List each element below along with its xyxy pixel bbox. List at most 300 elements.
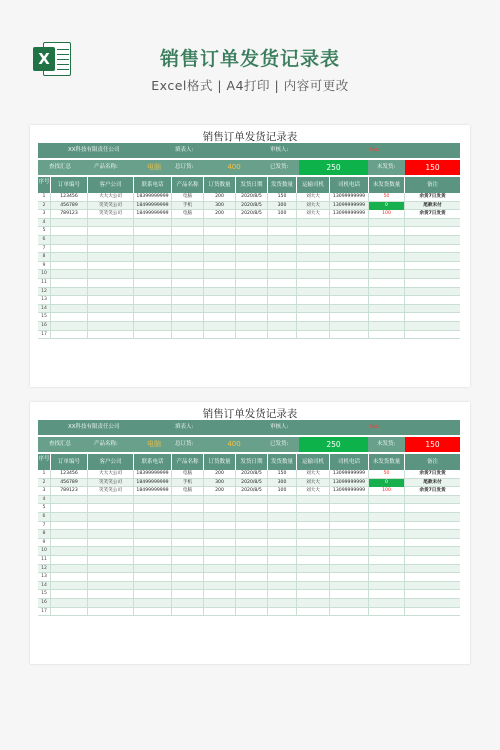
table-cell[interactable] bbox=[296, 504, 329, 513]
table-cell[interactable] bbox=[267, 539, 296, 548]
table-cell[interactable]: 200 bbox=[203, 470, 235, 479]
table-cell[interactable] bbox=[296, 599, 329, 608]
table-cell[interactable] bbox=[87, 313, 133, 322]
table-cell[interactable] bbox=[133, 547, 171, 556]
table-cell[interactable]: 笑笑笑公司 bbox=[87, 487, 133, 496]
table-cell[interactable] bbox=[203, 262, 235, 271]
table-cell[interactable] bbox=[87, 219, 133, 228]
table-cell[interactable] bbox=[171, 313, 203, 322]
table-cell[interactable] bbox=[296, 522, 329, 531]
table-cell[interactable] bbox=[329, 253, 368, 262]
table-cell[interactable] bbox=[368, 279, 404, 288]
table-cell[interactable] bbox=[404, 565, 460, 574]
table-cell[interactable] bbox=[133, 331, 171, 340]
table-cell[interactable] bbox=[368, 322, 404, 331]
table-cell[interactable] bbox=[50, 219, 87, 228]
table-cell[interactable] bbox=[329, 296, 368, 305]
table-cell[interactable] bbox=[329, 262, 368, 271]
table-cell[interactable]: 刘大大 bbox=[296, 210, 329, 219]
table-cell[interactable] bbox=[404, 582, 460, 591]
table-cell[interactable] bbox=[368, 522, 404, 531]
table-cell[interactable] bbox=[235, 547, 267, 556]
table-row[interactable] bbox=[38, 270, 460, 279]
table-row[interactable] bbox=[38, 210, 460, 219]
table-row[interactable] bbox=[38, 556, 460, 565]
table-cell[interactable] bbox=[171, 582, 203, 591]
table-cell[interactable]: 150 bbox=[267, 193, 296, 202]
table-cell[interactable] bbox=[368, 530, 404, 539]
product-value[interactable]: 电脑 bbox=[147, 440, 161, 448]
table-cell[interactable] bbox=[267, 219, 296, 228]
table-cell[interactable] bbox=[404, 513, 460, 522]
table-cell[interactable] bbox=[203, 296, 235, 305]
table-cell[interactable] bbox=[368, 245, 404, 254]
table-cell[interactable]: 100 bbox=[267, 210, 296, 219]
table-cell[interactable]: 2020/8/5 bbox=[235, 470, 267, 479]
table-cell[interactable] bbox=[87, 582, 133, 591]
table-cell[interactable]: 300 bbox=[267, 202, 296, 211]
table-cell[interactable] bbox=[133, 565, 171, 574]
table-cell[interactable] bbox=[267, 262, 296, 271]
table-cell[interactable] bbox=[404, 539, 460, 548]
table-cell[interactable] bbox=[133, 573, 171, 582]
table-cell[interactable] bbox=[267, 227, 296, 236]
table-cell[interactable] bbox=[133, 296, 171, 305]
table-cell[interactable]: 刘大大 bbox=[296, 479, 329, 488]
table-cell[interactable]: 300 bbox=[267, 479, 296, 488]
table-cell[interactable] bbox=[329, 573, 368, 582]
table-cell[interactable]: 18499999999 bbox=[133, 210, 171, 219]
table-cell[interactable] bbox=[171, 573, 203, 582]
table-cell[interactable] bbox=[203, 270, 235, 279]
table-cell[interactable]: 300 bbox=[203, 479, 235, 488]
table-cell[interactable] bbox=[133, 496, 171, 505]
table-row[interactable] bbox=[38, 599, 460, 608]
table-cell[interactable]: 200 bbox=[203, 210, 235, 219]
table-cell[interactable] bbox=[87, 565, 133, 574]
table-cell[interactable]: 456789 bbox=[50, 202, 87, 211]
table-cell[interactable] bbox=[235, 270, 267, 279]
table-cell[interactable] bbox=[235, 262, 267, 271]
table-cell[interactable] bbox=[50, 590, 87, 599]
table-cell[interactable] bbox=[171, 245, 203, 254]
table-cell[interactable] bbox=[235, 331, 267, 340]
table-cell[interactable] bbox=[50, 279, 87, 288]
table-row[interactable] bbox=[38, 470, 460, 479]
table-cell[interactable] bbox=[296, 245, 329, 254]
table-cell[interactable] bbox=[368, 496, 404, 505]
table-cell[interactable] bbox=[235, 573, 267, 582]
table-cell[interactable] bbox=[235, 590, 267, 599]
table-cell[interactable] bbox=[171, 608, 203, 617]
table-cell[interactable] bbox=[368, 270, 404, 279]
table-cell[interactable] bbox=[87, 590, 133, 599]
table-cell[interactable] bbox=[368, 227, 404, 236]
table-cell[interactable]: 电脑 bbox=[171, 470, 203, 479]
table-cell[interactable] bbox=[87, 513, 133, 522]
table-cell[interactable] bbox=[50, 599, 87, 608]
table-cell[interactable] bbox=[404, 313, 460, 322]
table-row[interactable] bbox=[38, 479, 460, 488]
table-cell[interactable]: 2020/8/5 bbox=[235, 202, 267, 211]
table-cell[interactable] bbox=[267, 313, 296, 322]
table-cell[interactable] bbox=[404, 331, 460, 340]
table-cell[interactable] bbox=[368, 288, 404, 297]
table-cell[interactable] bbox=[368, 313, 404, 322]
table-cell[interactable] bbox=[329, 331, 368, 340]
table-cell[interactable] bbox=[296, 322, 329, 331]
table-cell[interactable] bbox=[171, 539, 203, 548]
table-cell[interactable] bbox=[368, 253, 404, 262]
table-cell[interactable] bbox=[235, 522, 267, 531]
table-row[interactable] bbox=[38, 288, 460, 297]
table-cell[interactable] bbox=[50, 608, 87, 617]
table-cell[interactable] bbox=[87, 236, 133, 245]
table-cell[interactable] bbox=[404, 262, 460, 271]
table-cell[interactable] bbox=[329, 504, 368, 513]
table-row[interactable] bbox=[38, 296, 460, 305]
table-cell[interactable] bbox=[267, 270, 296, 279]
table-cell[interactable]: 13099999999 bbox=[329, 479, 368, 488]
table-cell[interactable] bbox=[133, 270, 171, 279]
table-row[interactable] bbox=[38, 279, 460, 288]
table-cell[interactable] bbox=[235, 305, 267, 314]
table-cell[interactable] bbox=[171, 262, 203, 271]
table-cell[interactable] bbox=[133, 262, 171, 271]
table-cell[interactable] bbox=[203, 245, 235, 254]
table-cell[interactable] bbox=[133, 556, 171, 565]
table-cell[interactable]: 手机 bbox=[171, 202, 203, 211]
table-cell[interactable] bbox=[50, 539, 87, 548]
table-cell[interactable] bbox=[368, 573, 404, 582]
table-cell[interactable] bbox=[235, 556, 267, 565]
table-cell[interactable] bbox=[296, 608, 329, 617]
table-cell[interactable] bbox=[87, 530, 133, 539]
table-cell[interactable]: 笑笑笑公司 bbox=[87, 202, 133, 211]
table-cell[interactable] bbox=[235, 227, 267, 236]
table-cell[interactable]: 2020/8/5 bbox=[235, 193, 267, 202]
table-cell[interactable] bbox=[87, 288, 133, 297]
table-cell[interactable] bbox=[329, 227, 368, 236]
table-cell[interactable] bbox=[50, 556, 87, 565]
table-cell[interactable] bbox=[203, 331, 235, 340]
table-cell[interactable] bbox=[267, 556, 296, 565]
table-cell[interactable] bbox=[87, 279, 133, 288]
table-row[interactable] bbox=[38, 193, 460, 202]
table-cell[interactable] bbox=[368, 539, 404, 548]
table-row[interactable] bbox=[38, 305, 460, 314]
table-cell[interactable] bbox=[203, 522, 235, 531]
table-cell[interactable] bbox=[404, 590, 460, 599]
table-row[interactable] bbox=[38, 573, 460, 582]
table-cell[interactable] bbox=[203, 547, 235, 556]
table-cell[interactable] bbox=[171, 236, 203, 245]
table-cell[interactable] bbox=[267, 504, 296, 513]
table-row[interactable] bbox=[38, 547, 460, 556]
table-cell[interactable] bbox=[329, 530, 368, 539]
table-cell[interactable] bbox=[296, 288, 329, 297]
table-cell[interactable] bbox=[87, 496, 133, 505]
table-cell[interactable] bbox=[368, 582, 404, 591]
table-row[interactable] bbox=[38, 245, 460, 254]
table-cell[interactable] bbox=[203, 513, 235, 522]
table-cell[interactable] bbox=[171, 556, 203, 565]
table-cell[interactable] bbox=[267, 599, 296, 608]
table-cell[interactable] bbox=[50, 253, 87, 262]
table-cell[interactable] bbox=[235, 582, 267, 591]
table-cell[interactable] bbox=[87, 322, 133, 331]
table-cell[interactable] bbox=[267, 590, 296, 599]
table-row[interactable] bbox=[38, 565, 460, 574]
table-cell[interactable] bbox=[235, 253, 267, 262]
table-cell[interactable] bbox=[50, 582, 87, 591]
table-cell[interactable]: 刘大大 bbox=[296, 202, 329, 211]
table-cell[interactable] bbox=[267, 305, 296, 314]
table-cell[interactable] bbox=[296, 590, 329, 599]
table-cell[interactable]: 18499999999 bbox=[133, 202, 171, 211]
table-cell[interactable] bbox=[87, 608, 133, 617]
table-cell[interactable]: 电脑 bbox=[171, 487, 203, 496]
table-cell[interactable] bbox=[404, 270, 460, 279]
table-cell[interactable]: 13099999999 bbox=[329, 210, 368, 219]
table-cell[interactable] bbox=[171, 227, 203, 236]
table-cell[interactable] bbox=[50, 288, 87, 297]
table-cell[interactable]: 789123 bbox=[50, 487, 87, 496]
table-cell[interactable] bbox=[404, 522, 460, 531]
table-cell[interactable] bbox=[133, 513, 171, 522]
table-cell[interactable] bbox=[404, 504, 460, 513]
table-row[interactable] bbox=[38, 202, 460, 211]
table-cell[interactable] bbox=[235, 288, 267, 297]
table-cell[interactable] bbox=[133, 590, 171, 599]
table-cell[interactable]: 刘大大 bbox=[296, 193, 329, 202]
table-cell[interactable] bbox=[329, 279, 368, 288]
table-cell[interactable] bbox=[87, 227, 133, 236]
table-cell[interactable] bbox=[404, 496, 460, 505]
table-cell[interactable] bbox=[368, 608, 404, 617]
table-cell[interactable] bbox=[267, 279, 296, 288]
table-cell[interactable] bbox=[133, 608, 171, 617]
table-cell[interactable]: 13099999999 bbox=[329, 202, 368, 211]
table-cell[interactable] bbox=[235, 504, 267, 513]
table-cell[interactable] bbox=[203, 556, 235, 565]
table-cell[interactable] bbox=[171, 599, 203, 608]
table-cell[interactable] bbox=[368, 565, 404, 574]
table-cell[interactable] bbox=[50, 262, 87, 271]
table-cell[interactable] bbox=[235, 530, 267, 539]
table-cell[interactable] bbox=[404, 556, 460, 565]
table-row[interactable] bbox=[38, 530, 460, 539]
table-row[interactable] bbox=[38, 608, 460, 617]
table-cell[interactable] bbox=[267, 522, 296, 531]
table-row[interactable] bbox=[38, 313, 460, 322]
table-cell[interactable]: 13099999999 bbox=[329, 487, 368, 496]
table-cell[interactable] bbox=[203, 599, 235, 608]
table-cell[interactable] bbox=[133, 245, 171, 254]
table-cell[interactable] bbox=[296, 262, 329, 271]
table-cell[interactable] bbox=[404, 296, 460, 305]
table-cell[interactable]: 大大大公司 bbox=[87, 193, 133, 202]
table-cell[interactable] bbox=[171, 270, 203, 279]
table-cell[interactable] bbox=[235, 279, 267, 288]
table-cell[interactable] bbox=[368, 513, 404, 522]
table-cell[interactable] bbox=[267, 513, 296, 522]
table-cell[interactable] bbox=[171, 513, 203, 522]
table-cell[interactable] bbox=[267, 496, 296, 505]
table-cell[interactable]: 50 bbox=[368, 470, 404, 479]
table-cell[interactable] bbox=[203, 322, 235, 331]
table-cell[interactable] bbox=[267, 245, 296, 254]
table-cell[interactable] bbox=[404, 245, 460, 254]
table-cell[interactable] bbox=[171, 496, 203, 505]
table-cell[interactable] bbox=[296, 279, 329, 288]
table-cell[interactable] bbox=[50, 296, 87, 305]
table-cell[interactable] bbox=[404, 288, 460, 297]
table-cell[interactable] bbox=[404, 227, 460, 236]
table-cell[interactable] bbox=[50, 236, 87, 245]
table-cell[interactable]: 0 bbox=[368, 479, 404, 488]
table-cell[interactable] bbox=[171, 504, 203, 513]
table-cell[interactable]: 余货7日发货 bbox=[404, 487, 460, 496]
table-cell[interactable] bbox=[87, 253, 133, 262]
table-cell[interactable] bbox=[329, 496, 368, 505]
table-cell[interactable]: 100 bbox=[267, 487, 296, 496]
table-cell[interactable] bbox=[87, 296, 133, 305]
table-cell[interactable] bbox=[87, 305, 133, 314]
table-cell[interactable] bbox=[203, 530, 235, 539]
table-cell[interactable] bbox=[87, 270, 133, 279]
table-cell[interactable] bbox=[329, 582, 368, 591]
table-cell[interactable] bbox=[329, 513, 368, 522]
table-cell[interactable] bbox=[329, 547, 368, 556]
table-cell[interactable]: 2020/8/5 bbox=[235, 210, 267, 219]
table-row[interactable] bbox=[38, 219, 460, 228]
table-cell[interactable] bbox=[267, 296, 296, 305]
table-cell[interactable] bbox=[329, 608, 368, 617]
table-cell[interactable] bbox=[133, 522, 171, 531]
table-cell[interactable] bbox=[203, 253, 235, 262]
table-row[interactable] bbox=[38, 496, 460, 505]
table-cell[interactable]: 18399999999 bbox=[133, 193, 171, 202]
table-cell[interactable] bbox=[203, 504, 235, 513]
table-cell[interactable]: 100 bbox=[368, 487, 404, 496]
table-cell[interactable] bbox=[133, 253, 171, 262]
table-cell[interactable] bbox=[329, 590, 368, 599]
table-cell[interactable] bbox=[296, 296, 329, 305]
table-cell[interactable] bbox=[171, 253, 203, 262]
table-cell[interactable] bbox=[87, 245, 133, 254]
table-cell[interactable]: 余货7日发货 bbox=[404, 210, 460, 219]
table-row[interactable] bbox=[38, 539, 460, 548]
table-cell[interactable] bbox=[235, 236, 267, 245]
table-cell[interactable] bbox=[404, 279, 460, 288]
table-cell[interactable]: 123456 bbox=[50, 470, 87, 479]
table-row[interactable] bbox=[38, 504, 460, 513]
table-cell[interactable] bbox=[203, 288, 235, 297]
table-cell[interactable]: 18499999999 bbox=[133, 479, 171, 488]
table-cell[interactable] bbox=[203, 227, 235, 236]
table-cell[interactable] bbox=[267, 573, 296, 582]
table-cell[interactable] bbox=[296, 547, 329, 556]
table-cell[interactable] bbox=[329, 313, 368, 322]
table-cell[interactable] bbox=[296, 331, 329, 340]
table-cell[interactable] bbox=[329, 270, 368, 279]
table-row[interactable] bbox=[38, 590, 460, 599]
table-cell[interactable] bbox=[50, 573, 87, 582]
table-cell[interactable]: 18399999999 bbox=[133, 470, 171, 479]
table-cell[interactable]: 18499999999 bbox=[133, 487, 171, 496]
table-cell[interactable] bbox=[296, 565, 329, 574]
table-cell[interactable] bbox=[368, 305, 404, 314]
table-row[interactable] bbox=[38, 227, 460, 236]
table-cell[interactable] bbox=[267, 582, 296, 591]
table-cell[interactable]: 0 bbox=[368, 202, 404, 211]
table-cell[interactable] bbox=[171, 331, 203, 340]
table-cell[interactable] bbox=[267, 236, 296, 245]
table-cell[interactable] bbox=[296, 582, 329, 591]
table-cell[interactable] bbox=[50, 322, 87, 331]
table-cell[interactable] bbox=[133, 279, 171, 288]
table-cell[interactable] bbox=[267, 608, 296, 617]
table-cell[interactable] bbox=[296, 513, 329, 522]
table-cell[interactable] bbox=[50, 245, 87, 254]
table-cell[interactable] bbox=[171, 279, 203, 288]
table-cell[interactable] bbox=[171, 522, 203, 531]
table-cell[interactable] bbox=[171, 219, 203, 228]
table-cell[interactable] bbox=[50, 331, 87, 340]
table-cell[interactable] bbox=[50, 504, 87, 513]
table-row[interactable] bbox=[38, 331, 460, 340]
table-cell[interactable] bbox=[203, 582, 235, 591]
table-cell[interactable] bbox=[296, 227, 329, 236]
table-cell[interactable]: 100 bbox=[368, 210, 404, 219]
table-cell[interactable] bbox=[203, 236, 235, 245]
table-cell[interactable] bbox=[296, 539, 329, 548]
table-cell[interactable] bbox=[235, 296, 267, 305]
table-cell[interactable] bbox=[133, 313, 171, 322]
table-cell[interactable]: 13099999999 bbox=[329, 193, 368, 202]
table-cell[interactable] bbox=[404, 322, 460, 331]
table-cell[interactable] bbox=[171, 547, 203, 556]
table-cell[interactable] bbox=[171, 322, 203, 331]
table-cell[interactable] bbox=[203, 219, 235, 228]
table-cell[interactable] bbox=[368, 296, 404, 305]
table-cell[interactable]: 200 bbox=[203, 193, 235, 202]
table-cell[interactable]: 刘大大 bbox=[296, 487, 329, 496]
table-cell[interactable] bbox=[87, 504, 133, 513]
table-cell[interactable]: 电脑 bbox=[171, 210, 203, 219]
table-cell[interactable] bbox=[203, 573, 235, 582]
table-cell[interactable] bbox=[267, 331, 296, 340]
table-cell[interactable] bbox=[50, 227, 87, 236]
table-cell[interactable] bbox=[171, 530, 203, 539]
table-cell[interactable] bbox=[50, 270, 87, 279]
table-cell[interactable] bbox=[329, 236, 368, 245]
table-cell[interactable] bbox=[50, 565, 87, 574]
table-cell[interactable] bbox=[171, 296, 203, 305]
table-cell[interactable] bbox=[235, 496, 267, 505]
table-cell[interactable]: 789123 bbox=[50, 210, 87, 219]
table-row[interactable] bbox=[38, 487, 460, 496]
table-cell[interactable] bbox=[329, 556, 368, 565]
table-cell[interactable] bbox=[203, 608, 235, 617]
table-cell[interactable]: 123456 bbox=[50, 193, 87, 202]
table-cell[interactable] bbox=[368, 219, 404, 228]
table-cell[interactable] bbox=[368, 331, 404, 340]
table-row[interactable] bbox=[38, 262, 460, 271]
table-cell[interactable] bbox=[296, 305, 329, 314]
table-cell[interactable] bbox=[404, 305, 460, 314]
